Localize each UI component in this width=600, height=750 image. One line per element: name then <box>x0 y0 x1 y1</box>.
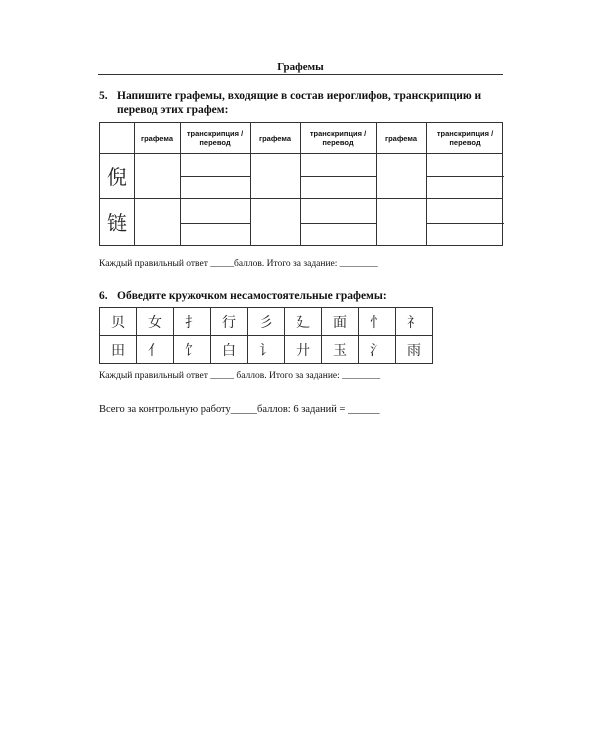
radical-cell[interactable]: 忄 <box>359 308 396 336</box>
task5-number: 5. <box>99 90 108 102</box>
column-header: графема <box>258 133 292 143</box>
task5-score-line: Каждый правильный ответ _____баллов. Итого за задание: ________ <box>99 259 378 269</box>
radical-cell[interactable]: 面 <box>322 308 359 336</box>
task6-title <box>99 289 503 303</box>
total-score-line: Всего за контрольную работу_____баллов: 6 заданий = ______ <box>99 404 380 415</box>
task6-title-text: Обведите кружочком несамостоятельные графемы: <box>117 290 387 302</box>
column-header: транскрипция / перевод <box>309 129 367 147</box>
column-header: транскрипция / перевод <box>436 129 494 147</box>
task6-score-line: Каждый правильный ответ _____ баллов. Итого за задание: ________ <box>99 371 381 381</box>
radical-cell[interactable]: 彡 <box>248 308 285 336</box>
task5-title-line1: Напишите графемы, входящие в состав иероглифов, транскрипцию и <box>117 90 482 102</box>
table-row-divider <box>100 198 502 199</box>
radical-cell[interactable]: 廾 <box>285 336 322 364</box>
answer-line <box>300 223 376 224</box>
radical-cell[interactable]: 亻 <box>137 336 174 364</box>
radical-cell[interactable]: 雨 <box>396 336 433 364</box>
page-header: Графемы <box>277 61 324 73</box>
radical-cell[interactable]: 饣 <box>174 336 211 364</box>
radical-cell[interactable]: 扌 <box>174 308 211 336</box>
hieroglyph-cell: 倪 <box>107 165 127 189</box>
radical-cell[interactable]: 女 <box>137 308 174 336</box>
radical-cell[interactable]: 氵 <box>359 336 396 364</box>
task5-title <box>99 89 503 117</box>
header-divider <box>98 74 503 75</box>
answer-line <box>300 176 376 177</box>
column-header: транскрипция / перевод <box>186 129 244 147</box>
column-header: графема <box>140 133 174 143</box>
grapheme-table <box>99 122 503 246</box>
radical-cell[interactable]: 田 <box>100 336 137 364</box>
radical-table <box>99 307 433 364</box>
column-header: графема <box>384 133 418 143</box>
answer-line <box>426 223 504 224</box>
task5-title-line2: перевод этих графем: <box>117 104 229 116</box>
answer-line <box>426 176 504 177</box>
answer-line <box>180 176 250 177</box>
radical-cell[interactable]: 行 <box>211 308 248 336</box>
task6-number: 6. <box>99 290 108 302</box>
radical-cell[interactable]: 白 <box>211 336 248 364</box>
radical-cell[interactable]: 讠 <box>248 336 285 364</box>
radical-cell[interactable]: 礻 <box>396 308 433 336</box>
radical-cell[interactable]: 贝 <box>100 308 137 336</box>
hieroglyph-cell: 链 <box>107 211 127 235</box>
table-row <box>100 308 433 336</box>
table-row-divider <box>100 153 502 154</box>
radical-cell[interactable]: 玉 <box>322 336 359 364</box>
answer-line <box>180 223 250 224</box>
radical-cell[interactable]: 廴 <box>285 308 322 336</box>
table-row <box>100 336 433 364</box>
